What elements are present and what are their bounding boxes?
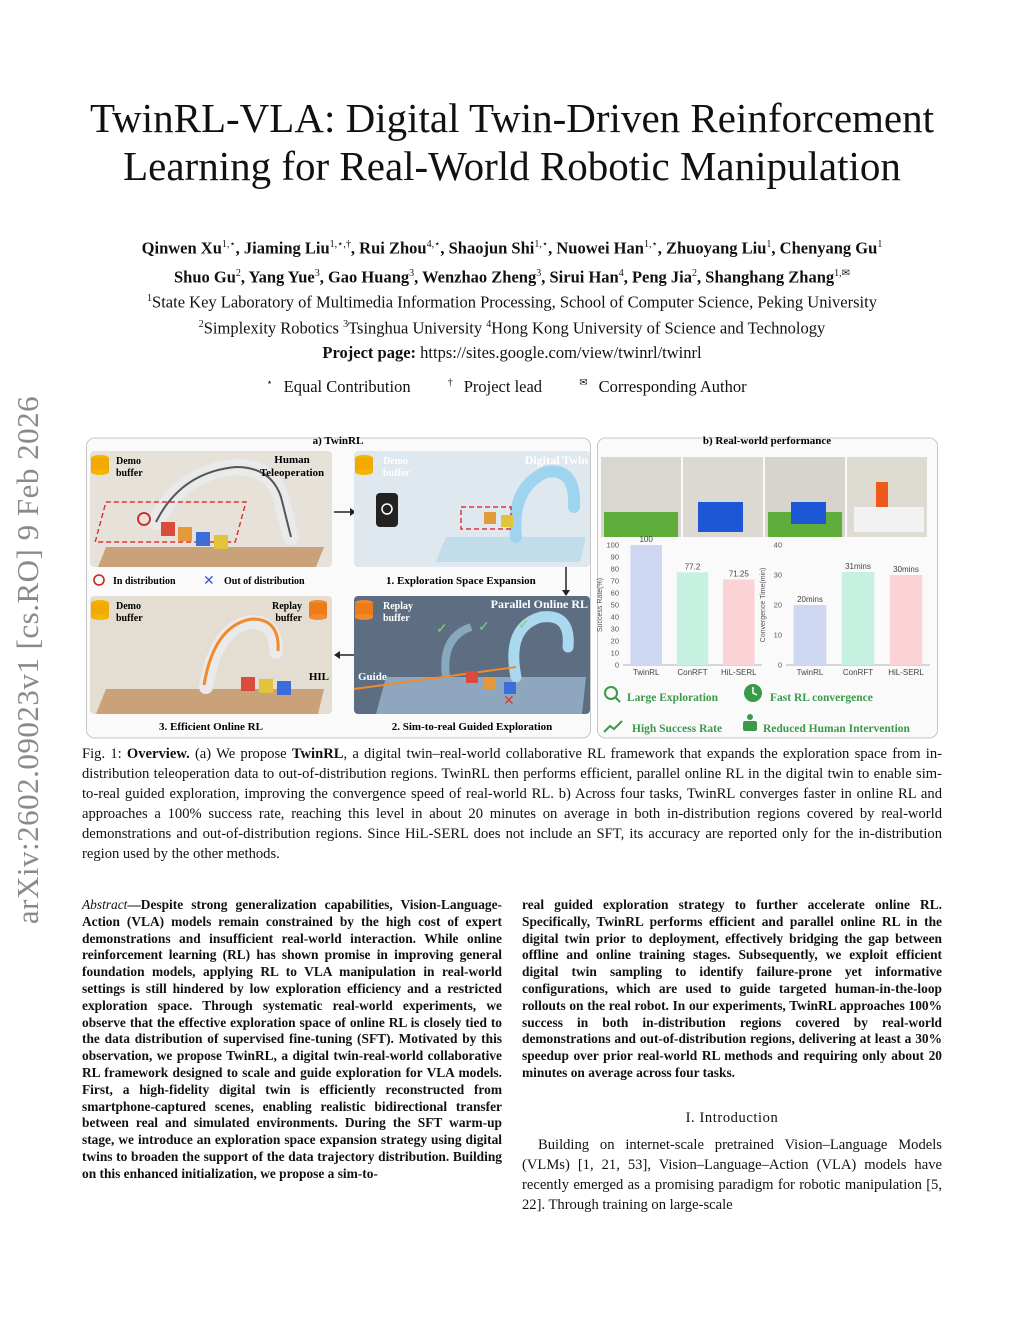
label-hil: HIL [308,671,329,683]
author-name: Yang Yue [248,267,315,286]
y-tick-label: 100 [606,540,619,550]
database-icon [355,455,373,475]
bar [794,605,827,665]
y-tick-label: 50 [610,600,619,610]
cube [161,522,175,536]
task-object [854,507,924,532]
label-reduced-human: Reduced Human Intervention [763,723,910,735]
y-tick-label: 20 [610,636,619,646]
bar [890,575,923,665]
bar-value-label: 77.2 [684,562,701,572]
title-line-2: Learning for Real-World Robotic Manipulation [123,143,901,189]
author-name: Shanghang Zhang [705,267,835,286]
label-large-exploration: Large Exploration [627,692,719,704]
label-step-2: 2. Sim-to-real Guided Exploration [391,721,553,733]
author-name: Zhuoyang Liu [665,238,767,258]
author-line: Shuo Gu$^2$, Yang Yue$^3$, Gao Huang$^3$, Wenzhao Zheng$^3$, Sirui Han$^4$, Peng Jia$^2$, Shanghang Zhang$^{1,✉}$ [173,267,851,286]
affil-line-1: State Key Laboratory of Multimedia Information Processing, School of Computer Science, Peking University [152,292,877,312]
cube [259,679,273,693]
x-tick-label: TwinRL [796,668,824,677]
label-parallel-rl: Parallel Online RL [490,597,588,611]
bar-value-label: 20mins [797,595,823,604]
caption-head: Overview. [126,746,190,762]
cube [504,682,516,694]
task-object [698,502,743,532]
task-object [791,502,826,524]
task-object [876,482,888,507]
affiliations [70,288,954,339]
section-heading: I. Introduction [685,1110,779,1126]
author-affil: 3 [536,267,542,279]
y-tick-label: 0 [614,660,619,670]
success-check-icon: ✓ [478,620,490,635]
failure-cross-icon: ✕ [503,694,515,709]
label-demo: Demo [383,456,408,467]
author-name: Rui Zhou [359,238,427,258]
abstract-label: Abstract [82,897,128,912]
label-human: Human [274,454,310,466]
cube [178,527,192,541]
figure-caption [82,744,942,864]
label-digital-twin: Digital Twin [524,453,588,467]
label-guide: Guide [358,671,387,683]
author-name: Nuowei Han [556,238,644,258]
cube [277,681,291,695]
table-surface [98,547,324,567]
caption-text: , a digital twin–real-world collaborative RL framework that expands the exploration space from in-distribution teleoperation data to out-of-distribution regions. TwinRL then performs efficient, parallel online RL in the digital twin to enable sim-to-real guided exploration, improving the convergence speed of real-world RL. b) Across four tasks, TwinRL converges faster in online RL and approaches a 100% success rate, reaching this level in about 20 minutes on average in both in-distribution regions covered by real-world demonstrations and out-of-distribution regions. Since HiL-SERL does not include an SFT, its accuracy are reported only for the in-distribution region used by the other methods. [82,746,942,862]
bar-value-label: 100 [639,535,653,544]
y-tick-label: 70 [610,576,619,586]
robot-icon [743,721,757,731]
label-buffer: buffer [383,468,410,479]
author-affil: 4 [618,267,624,279]
note-equal: ⋆ Equal Contribution [266,377,411,396]
author-affil: 1,⋆ [221,239,236,250]
label-fast-rl: Fast RL convergence [770,692,873,704]
bar [677,572,709,665]
label-step-1: 1. Exploration Space Expansion [386,575,536,587]
y-tick-label: 90 [610,552,619,562]
label-high-success: High Success Rate [632,723,723,735]
author-name: Wenzhao Zheng [422,267,537,286]
arxiv-stamp: arXiv:2602.09023v1 [cs.RO] 9 Feb 2026 [10,395,45,925]
note-lead: † Project lead [447,377,543,396]
label-out-dist: Out of distribution [224,576,305,587]
twin-table [436,537,586,562]
affil-item: Simplexity Robotics [203,318,339,337]
cube [466,671,478,683]
label-in-dist: In distribution [113,576,176,587]
bar [630,545,662,665]
y-tick-label: 80 [610,564,619,574]
author-notes [70,377,954,397]
author-affil: 1,⋆,† [329,239,351,250]
paper-title [60,94,964,190]
affil-item: Hong Kong University of Science and Technology [491,318,826,337]
affil-sup: 4 [486,318,492,330]
x-tick-label: ConRFT [842,668,874,677]
y-tick-label: 40 [773,540,782,550]
project-link[interactable]: https://sites.google.com/view/twinrl/twinrl [420,343,702,362]
author-affil: 1,⋆ [534,239,549,250]
x-tick-label: HiL-SERL [888,668,924,677]
author-affil: 1,✉ [834,267,851,279]
title-line-1: TwinRL-VLA: Digital Twin-Driven Reinforcement [89,95,935,141]
label-buffer: buffer [116,613,143,624]
panel-b-title: b) Real-world performance [702,435,832,447]
x-tick-label: HiL-SERL [721,668,757,677]
label-buffer: buffer [383,613,410,624]
project-label: Project page: [322,343,417,362]
caption-prefix: Fig. 1: [82,746,127,762]
replay-database-icon [309,600,327,620]
author-affil: 3 [314,267,320,279]
robot-head [747,714,753,720]
phone-icon [376,493,398,527]
author-name: Qinwen Xu [141,238,222,258]
abstract-text: real guided exploration strategy to further accelerate online RL. Specifically, TwinRL performs efficient and parallel online RL in the digital twin prior to deployment, effectively bridging the gap between offline and online training stages. Subsequently, we exploit efficient digital twin sampling to identify failure-prone yet informative configurations, which are used to guide targeted human-in-the-loop rollouts on the real robot. In our experiments, TwinRL approaches 100% success in both in-distribution regions covered by real-world demonstrations and out-of-distribution regions, delivering at least a 30% speedup over prior real-world RL methods and requiring only about 20 minutes on average across four tasks. [522,897,942,1080]
panel-a-title: a) TwinRL [312,435,364,447]
bar [723,580,755,666]
author-affil: 3 [409,267,415,279]
bar-value-label: 71.25 [728,569,749,579]
author-line: Qinwen $Xu^{1,⋆}$, Jiaming Liu$^{1,⋆,\dagger}$, Rui Zhou$^{4,⋆}$, Shaojun Shi$^{1,⋆}$, Nuowei Han$^{1,⋆}$, Zhuoyang Liu$^1$, Chenyang Gu$^1$ [141,238,883,258]
y-tick-label: 30 [773,570,782,580]
cube [484,677,496,689]
x-tick-label: ConRFT [677,668,708,677]
abstract-right-column [522,897,942,1082]
cube [241,677,255,691]
affil-sup: 2 [198,318,204,330]
author-affil: 1 [766,239,772,250]
author-name: Sirui Han [549,267,619,286]
task-mat [604,512,678,537]
label-replay: Replay [272,601,302,612]
bar [842,572,875,665]
author-list [70,232,954,289]
author-name: Gao Huang [327,267,410,286]
replay-database-icon [355,600,373,620]
y-tick-label: 30 [610,624,619,634]
y-tick-label: 40 [610,612,619,622]
bar-value-label: 31mins [845,562,871,571]
note-corresponding: ✉ Corresponding Author [579,377,747,396]
cube [484,512,496,524]
affil-item: Tsinghua University [348,318,483,337]
label-teleop: Teleoperation [259,467,325,479]
y-tick-label: 10 [610,648,619,658]
abstract-text: —Despite strong generalization capabilities, Vision-Language-Action (VLA) models remain constrained by the high cost of expert demonstrations and insufficient real-world interaction. While online reinforcement learning (RL) has shown promise in improving general foundation models, applying RL to VLA manipulation in real-world settings is still hindered by low exploration efficiency and a restricted exploration space. Through systematic real-world experiments, we observe that the effective exploration space of online RL is closely tied to the data distribution of supervised fine-tuning (SFT). Motivated by this observation, we propose TwinRL, a digital twin-real-world collaborative RL framework designed to scale and guide exploration for VLA models. First, a high-fidelity digital twin is efficiently reconstructed from smartphone-captured scenes, enabling realistic bidirectional transfer between real and simulated environments. During the SFT warm-up stage, we introduce an exploration space expansion strategy using digital twins to broaden the support of the data trajectory distribution. Building on this enhanced initialization, we propose a sim-to- [82,897,502,1181]
database-icon [91,455,109,475]
project-page [70,343,954,363]
author-name: Jiaming Liu [243,238,330,258]
author-name: Shuo Gu [173,267,236,286]
y-tick-label: 0 [777,660,782,670]
label-step-3: 3. Efficient Online RL [159,721,263,733]
author-affil: 2 [692,267,698,279]
caption-text: (a) We propose [189,746,292,762]
caption-name: TwinRL [291,746,344,762]
overview-figure [86,427,938,739]
y-tick-label: 20 [773,600,782,610]
author-name: Peng Jia [631,267,693,286]
intro-paragraph: Building on internet-scale pretrained Vision–Language Models (VLMs) [1, 21, 53], Vision–Language–Action (VLA) models have recently emerged as a promising paradigm for robotic manipulation [5, 22]. Through training on large-scale [522,1137,942,1213]
y-axis-label: Convergence Time(min) [760,567,767,643]
affil-line-2 [70,314,954,340]
x-tick-label: TwinRL [632,668,660,677]
author-affil: 1 [877,239,883,250]
label-buffer: buffer [275,613,302,624]
cube [214,535,228,549]
author-affil: 1,⋆ [643,239,658,250]
success-check-icon: ✓ [436,622,448,637]
affil-sup: 1 [147,293,153,304]
author-affil: 4,⋆ [426,239,441,250]
author-name: Chenyang Gu [779,238,878,258]
label-demo: Demo [116,601,141,612]
author-name: Shaojun Shi [448,238,535,258]
y-tick-label: 10 [773,630,782,640]
cube [501,515,513,527]
label-demo: Demo [116,456,141,467]
database-icon [91,600,109,620]
y-tick-label: 60 [610,588,619,598]
label-replay: Replay [383,601,413,612]
affil-sup: 3 [343,318,349,330]
y-axis-label: Success Rate(%) [597,577,604,633]
out-dist-icon: ✕ [203,574,215,589]
abstract-left-column [82,897,502,1183]
success-check-icon: ✓ [518,618,530,633]
author-affil: 2 [235,267,241,279]
label-buffer: buffer [116,468,143,479]
cube [196,532,210,546]
bar-value-label: 30mins [893,565,919,574]
